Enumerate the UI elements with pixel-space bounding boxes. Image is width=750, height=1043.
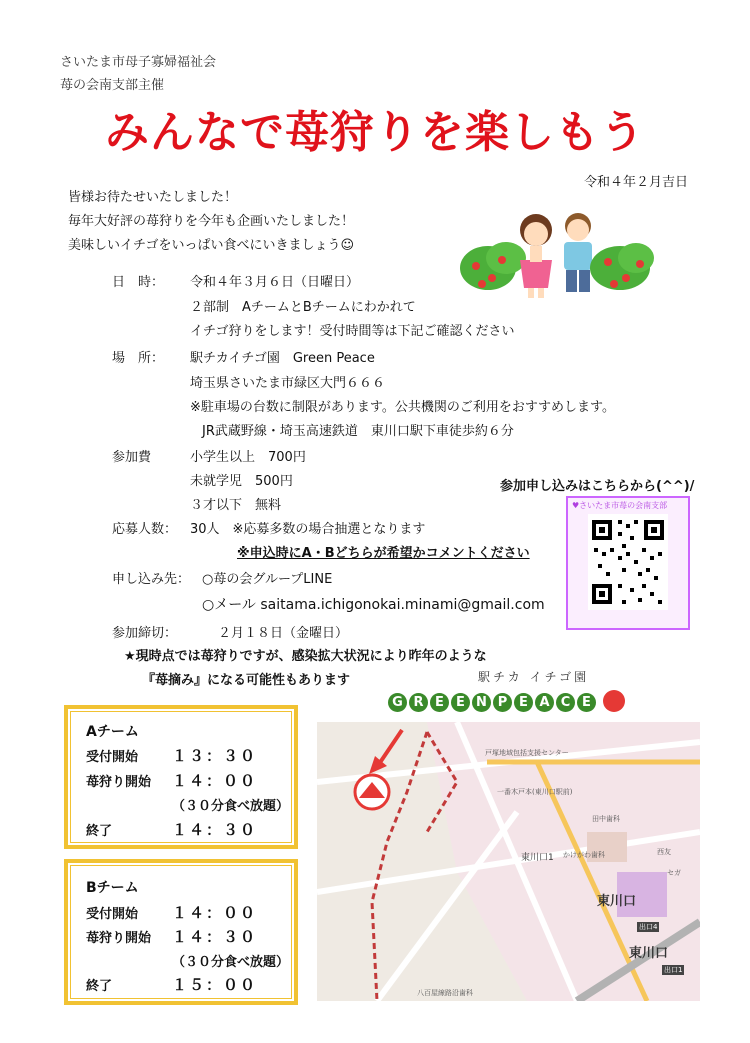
fee-line: ３才以下 無料 xyxy=(190,498,282,513)
map-label: セガ xyxy=(667,869,681,877)
logo-letter: E xyxy=(577,693,596,712)
team-a-key: 苺狩り開始 xyxy=(86,775,152,790)
team-b-key: 受付開始 xyxy=(86,907,139,922)
map-label: 一番木戸本(東川口駅前) xyxy=(497,788,573,796)
greeting-line: 皆様お待たせいたしました！ xyxy=(68,190,238,205)
map-label: 西友 xyxy=(657,848,671,856)
logo-letter: E xyxy=(514,693,533,712)
team-a-time: １４：３０ xyxy=(172,821,258,839)
team-b-time: １４：３０ xyxy=(172,928,258,946)
greeting-line: 美味しいイチゴをいっぱい食べにいきましょう☺ xyxy=(68,238,355,253)
deadline-label: 参加締切： xyxy=(112,626,178,641)
place-line: 埼玉県さいたま市緑区大門６６６ xyxy=(190,376,386,391)
team-b-note: （３０分食べ放題） xyxy=(172,955,290,970)
place-line: JR武蔵野線・埼玉高速鉄道 東川口駅下車徒歩約６分 xyxy=(202,424,514,439)
strawberry-logo-icon xyxy=(603,690,625,712)
greeting-line: 毎年大好評の苺狩りを今年も企画いたしました！ xyxy=(68,214,355,229)
logo-letter: E xyxy=(430,693,449,712)
place-line: ※駐車場の台数に制限があります。公共機関のご利用をおすすめします。 xyxy=(190,400,615,415)
logo-letter: R xyxy=(409,693,428,712)
logo-letter: G xyxy=(388,693,407,712)
capacity-label: 応募人数： xyxy=(112,522,178,537)
fee-line: 小学生以上 700円 xyxy=(190,450,306,465)
notice-line: 『苺摘み』になる可能性もあります xyxy=(142,673,351,688)
fee-label: 参加費 xyxy=(112,450,152,465)
deadline-value: ２月１８日（金曜日） xyxy=(218,626,349,641)
team-a-key: 終了 xyxy=(86,824,113,839)
organizer-line-2: 苺の会南支部主催 xyxy=(60,78,165,93)
apply-label: 申し込み先： xyxy=(112,572,191,587)
notice-line: ★現時点では苺狩りですが、感染拡大状況により昨年のような xyxy=(124,649,487,664)
team-b-key: 終了 xyxy=(86,979,113,994)
place-label: 場 所： xyxy=(112,351,165,366)
boy-icon xyxy=(564,213,592,292)
strawberry-bush-right-icon xyxy=(590,243,654,290)
map-label: 出口1 xyxy=(664,966,683,974)
kids-strawberry-illustration xyxy=(458,200,654,300)
team-a-note: （３０分食べ放題） xyxy=(172,799,290,814)
team-a-time: １４：００ xyxy=(172,772,258,790)
access-map[interactable] xyxy=(317,722,700,1001)
map-label-station: 東川口 xyxy=(629,946,669,961)
place-line: 駅チカイチゴ園 Green Peace xyxy=(190,351,375,366)
qr-heading: 参加申し込みはこちらから(^^)/ xyxy=(500,479,695,494)
strawberry-bush-left-icon xyxy=(460,242,526,290)
apply-line: ○苺の会グループLINE xyxy=(202,572,333,587)
map-label: かけがわ歯科 xyxy=(563,851,605,859)
logo-letter: P xyxy=(493,693,512,712)
page-title: みんなで苺狩りを楽しもう xyxy=(105,107,645,158)
qr-code-icon xyxy=(588,514,668,610)
map-label: 戸塚地域包括支援センター xyxy=(485,749,569,757)
logo-letter: C xyxy=(556,693,575,712)
team-b-key: 苺狩り開始 xyxy=(86,931,152,946)
fee-line: 未就学児 500円 xyxy=(190,474,293,489)
qr-border-text: ♥さいたま市苺の会南支部 xyxy=(572,501,668,510)
datetime-line: 令和４年３月６日（日曜日） xyxy=(190,275,360,290)
map-label: 田中歯科 xyxy=(592,815,620,823)
qr-frame[interactable] xyxy=(566,496,690,630)
email-line: ○メール saitama.ichigonokai.minami@gmail.com xyxy=(202,597,545,613)
team-a-box xyxy=(64,705,298,849)
map-label: 八百屋線路沿歯科 xyxy=(417,989,473,997)
greenpeace-logo xyxy=(388,690,625,712)
capacity-value: 30人 ※応募多数の場合抽選となります xyxy=(190,522,426,537)
logo-letter: N xyxy=(472,693,491,712)
team-b-name: Bチーム xyxy=(86,880,139,896)
team-b-time: １５：００ xyxy=(172,976,258,994)
team-a-time: １３：３０ xyxy=(172,747,258,765)
venue-subtitle: 駅チカ イチゴ園 xyxy=(478,670,590,684)
map-label: 出口4 xyxy=(639,923,658,931)
team-b-box xyxy=(64,859,298,1005)
logo-letter: E xyxy=(451,693,470,712)
map-label-station: 東川口 xyxy=(597,894,637,909)
map-label: 東川口1 xyxy=(521,853,554,863)
issue-date: 令和４年２月吉日 xyxy=(583,175,688,190)
capacity-note: ※申込時にA・Bどちらが希望かコメントください xyxy=(237,546,530,561)
datetime-line: イチゴ狩りをします！受付時間等は下記ご確認ください xyxy=(190,324,515,339)
datetime-label: 日 時： xyxy=(112,275,165,290)
datetime-line: ２部制 AチームとBチームにわかれて xyxy=(190,300,416,315)
team-a-key: 受付開始 xyxy=(86,750,139,765)
team-a-name: Aチーム xyxy=(86,724,139,740)
logo-letter: A xyxy=(535,693,554,712)
organizer-line-1: さいたま市母子寡婦福祉会 xyxy=(60,55,217,70)
team-b-time: １４：００ xyxy=(172,904,258,922)
